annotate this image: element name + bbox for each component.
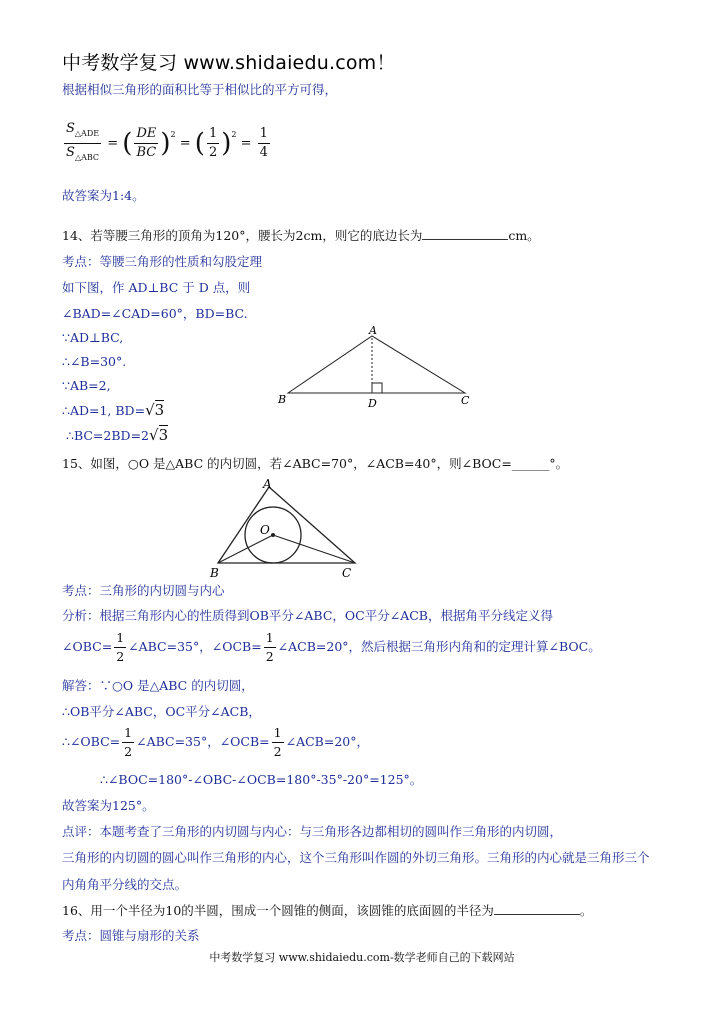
answer-blank	[422, 228, 508, 240]
q15-solution-1: 解答：∵○O 是△ABC 的内切圆，	[62, 678, 254, 693]
answer-blank	[494, 903, 580, 915]
q14-step-2: ∠BAD=∠CAD=60°，BD=BC.	[62, 306, 248, 321]
q14-stem: 14、若等腰三角形的顶角为120°，腰长为2cm，则它的底边长为 cm。	[62, 228, 540, 243]
q15-solution-3: ∴∠OBC= $\frac{1}{2}$ ∠ABC=35°，∠OCB= $\frac{1}{2}$ ∠ACB=20°，	[62, 725, 369, 759]
q15-solution-2: ∴OB平分∠ABC，OC平分∠ACB，	[62, 704, 261, 719]
q15-knowledge-point: 考点：三角形的内切圆与内心	[62, 583, 225, 598]
q14-step-7: ∴BC=2BD=2√3	[66, 426, 169, 444]
right-angle-mark	[372, 383, 382, 393]
triangle-abc	[288, 336, 465, 393]
triangle-abc	[218, 487, 355, 563]
q14-step-4: ∴∠B=30°.	[62, 354, 127, 369]
q16-stem: 16、用一个半径为10的半圆，围成一个圆锥的侧面，该圆锥的底面圆的半径为 。	[62, 903, 593, 918]
page-header: 中考数学复习 www.shidaiedu.com！	[62, 52, 396, 74]
q14-step-3: ∵AD⊥BC,	[62, 330, 124, 345]
q14-step-1: 如下图，作 AD⊥BC 于 D 点，则	[62, 280, 251, 295]
label-b: B	[278, 393, 287, 406]
q13-reason: 根据相似三角形的面积比等于相似比的平方可得，	[62, 82, 338, 97]
q16-knowledge-point: 考点：圆锥与扇形的关系	[62, 928, 200, 943]
q15-comment-3: 内角角平分线的交点。	[62, 877, 188, 892]
q14-triangle-figure	[275, 320, 475, 410]
q14-step-6: ∴AD=1, BD=√3	[62, 401, 165, 419]
label-c: C	[461, 394, 470, 407]
q14-knowledge-point: 考点：等腰三角形的性质和勾股定理	[62, 254, 263, 269]
label-a: A	[369, 324, 377, 337]
q14-step-5: ∵AB=2,	[62, 378, 111, 393]
q15-analysis-2: ∠OBC= $\frac{1}{2}$ ∠ABC=35°，∠OCB= $\frac{1}{2}$ ∠ACB=20°，然后根据三角形内角和的定理计算∠BOC。	[62, 630, 601, 664]
label-d: D	[368, 397, 377, 410]
q13-answer: 故答案为1:4。	[62, 188, 145, 203]
segment-oc	[273, 535, 355, 563]
q15-stem: 15、如图，○O 是△ABC 的内切圆，若∠ABC=70°，∠ACB=40°，则∠BOC=______°。	[62, 456, 569, 471]
q13-equation: $\frac{S_{\triangle ADE}}{S_{\triangle ABC}}$ = ( $\frac{DE}{BC}$ )$^2$ = ( $\frac{1}{2}$ )$^2$ = $\frac{1}{4}$	[66, 121, 268, 162]
q15-solution-4: ∴∠BOC=180°-∠OBC-∠OCB=180°-35°-20°=125°。	[100, 772, 423, 787]
page-footer: 中考数学复习 www.shidaiedu.com-数学老师自己的下载网站	[209, 951, 515, 964]
q15-answer: 故答案为125°。	[62, 798, 155, 813]
label-c: C	[342, 566, 352, 580]
label-a: A	[263, 477, 272, 491]
q15-comment-2: 三角形的内切圆的圆心叫作三角形的内心，这个三角形叫作圆的外切三角形。三角形的内心就是三角形三个	[62, 850, 650, 865]
q15-incircle-figure	[205, 470, 365, 585]
label-o: O	[260, 523, 270, 537]
label-b: B	[210, 566, 219, 580]
q15-comment-1: 点评：本题考查了三角形的内切圆与内心：与三角形各边都相切的圆叫作三角形的内切圆，	[62, 824, 563, 839]
q15-analysis-1: 分析：根据三角形内心的性质得到OB平分∠ABC，OC平分∠ACB，根据角平分线定义得	[62, 608, 553, 623]
center-o	[271, 533, 275, 537]
